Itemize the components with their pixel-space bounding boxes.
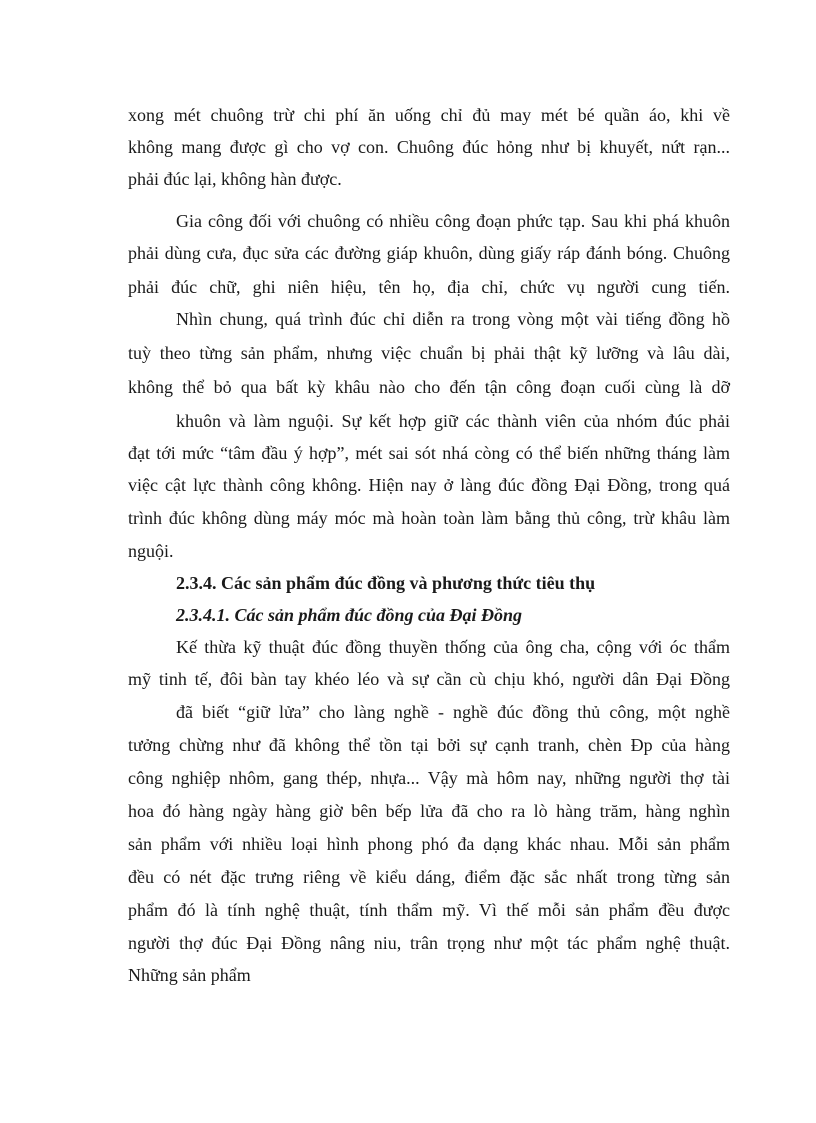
text-line: người thợ đúc Đại Đồng nâng niu, trân trọng như một tác phẩm nghệ thuật. xyxy=(128,933,730,953)
text-line: Những sản phẩm xyxy=(128,965,251,985)
text-line: xong mét chuông trừ chi phí ăn uống chỉ đủ may mét bé quần áo, khi về xyxy=(128,105,730,125)
text-line: trình đúc không dùng máy móc mà hoàn toàn làm bằng thủ công, trừ khâu làm xyxy=(128,508,730,528)
text-line: đã biết “giữ lửa” cho làng nghề - nghề đúc đồng thủ công, một nghề xyxy=(176,702,730,722)
text-line: mỹ tinh tế, đôi bàn tay khéo léo và sự cần cù chịu khó, người dân Đại Đồng xyxy=(128,669,730,689)
text-line: phải đúc lại, không hàn được. xyxy=(128,169,342,189)
text-line: công nghiệp nhôm, gang thép, nhựa... Vậy mà hôm nay, những người thợ tài xyxy=(128,768,730,788)
text-line: Gia công đối với chuông có nhiều công đoạn phức tạp. Sau khi phá khuôn xyxy=(176,211,730,231)
text-line: phải đúc chữ, ghi niên hiệu, tên họ, địa chỉ, chức vụ người cung tiến. xyxy=(128,277,730,297)
text-line: không mang được gì cho vợ con. Chuông đúc hỏng như bị khuyết, nứt rạn... xyxy=(128,137,730,157)
text-line: nguội. xyxy=(128,541,174,561)
text-line: tuỳ theo từng sản phẩm, nhưng việc chuẩn bị phải thật kỹ lưỡng và lâu dài, xyxy=(128,343,730,363)
text-line: phải dùng cưa, đục sửa các đường giáp khuôn, dùng giấy ráp đánh bóng. Chuông xyxy=(128,243,730,263)
text-line: việc cật lực thành công không. Hiện nay ở làng đúc đồng Đại Đồng, trong quá xyxy=(128,475,730,495)
text-line: đều có nét đặc trưng riêng về kiểu dáng, điểm đặc sắc nhất trong từng sản xyxy=(128,867,730,887)
text-line: khuôn và làm nguội. Sự kết hợp giữ các thành viên của nhóm đúc phải xyxy=(176,411,730,431)
text-line: hoa đó hàng ngày hàng giờ bên bếp lửa đã cho ra lò hàng trăm, hàng nghìn xyxy=(128,801,730,821)
text-line: không thể bỏ qua bất kỳ khâu nào cho đến tận công đoạn cuối cùng là dỡ xyxy=(128,377,730,397)
text-line: phẩm đó là tính nghệ thuật, tính thẩm mỹ. Vì thế mỗi sản phẩm đều được xyxy=(128,900,730,920)
text-line: Kế thừa kỹ thuật đúc đồng thuyền thống của ông cha, cộng với óc thẩm xyxy=(176,637,730,657)
text-line: sản phẩm với nhiều loại hình phong phó đa dạng khác nhau. Mỗi sản phẩm xyxy=(128,834,730,854)
section-heading: 2.3.4. Các sản phẩm đúc đồng và phương thức tiêu thụ xyxy=(176,573,596,593)
text-line: tưởng chừng như đã không thể tồn tại bởi sự cạnh tranh, chèn Đp của hàng xyxy=(128,735,730,755)
text-line: Nhìn chung, quá trình đúc chỉ diễn ra trong vòng một vài tiếng đồng hồ xyxy=(176,309,730,329)
subsection-heading: 2.3.4.1. Các sản phẩm đúc đồng của Đại Đồng xyxy=(176,605,523,625)
text-line: đạt tới mức “tâm đầu ý hợp”, mét sai sót nhá còng có thể biến những tháng làm xyxy=(128,443,730,463)
